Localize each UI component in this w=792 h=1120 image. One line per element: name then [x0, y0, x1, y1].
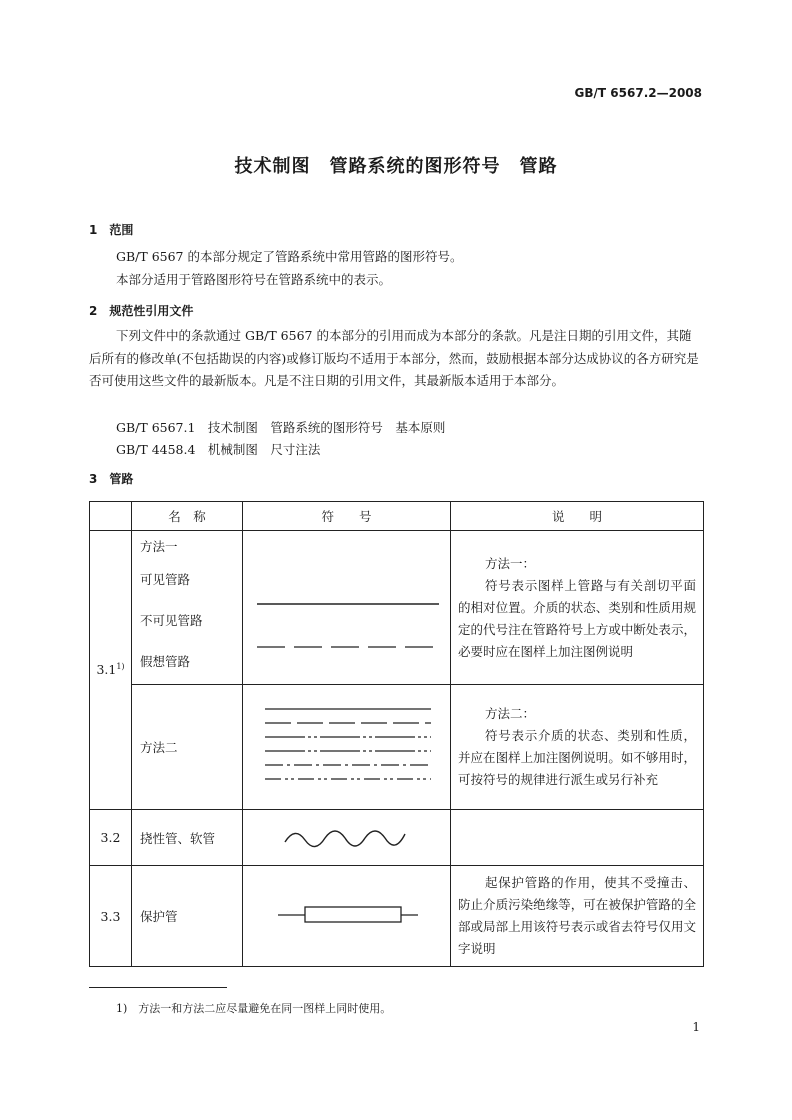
- row-number-3-2: 3.2: [90, 810, 132, 866]
- section-3-heading: 3 管路: [89, 472, 134, 486]
- method-1-symbol-graphic: [243, 531, 451, 681]
- reference-2: GB/T 4458.4 机械制图 尺寸注法: [116, 442, 321, 457]
- row-number-3-1-text: 3.1: [96, 662, 117, 678]
- footnote-ref: 1): [116, 662, 125, 672]
- section-1-para-1: GB/T 6567 的本部分规定了管路系统中常用管路的图形符号。: [116, 249, 463, 264]
- header-symbol: 符 号: [243, 502, 451, 531]
- pipe-symbol-table: [89, 501, 704, 967]
- table-row-3-1-method-2: [90, 685, 704, 810]
- method-1-desc-text: 符号表示图样上管路与有关剖切平面的相对位置。介质的状态、类别和性质用规定的代号注在管路符号上方或中断处表示，必要时应在图样上加注图例说明: [458, 577, 696, 659]
- page-number: 1: [692, 1020, 700, 1034]
- row-number-3-1: [90, 531, 132, 810]
- method-1-title: 方法一: [140, 539, 178, 554]
- phantom-pipe-name: 假想管路: [140, 654, 191, 669]
- table-row-3-1-method-1: [90, 531, 704, 685]
- method-2-description: [451, 685, 704, 810]
- method-2-desc-title: 方法二：: [485, 706, 536, 721]
- table-row-3-2: [90, 810, 704, 866]
- header-description: 说 明: [451, 502, 704, 531]
- section-2-heading: 2 规范性引用文件: [89, 304, 194, 318]
- method-1-names: [132, 531, 243, 685]
- protective-pipe-name: 保护管: [132, 866, 243, 967]
- table-row-3-3: [90, 866, 704, 967]
- section-2-para-1: 下列文件中的条款通过 GB/T 6567 的本部分的引用而成为本部分的条款。凡是注日期的引用文件，其随后所有的修改单(不包括勘误的内容)或修订版均不适用于本部分，然而，鼓励根据本部分达成协议的各方研究是否可使用这些文件的最新版本。凡是不注日期的引用文件，其最新版本适用于本部分。: [89, 328, 699, 388]
- footnote-mark: 1): [116, 1002, 128, 1015]
- protective-pipe-description: [451, 866, 704, 967]
- method-1-symbols: [243, 531, 451, 685]
- flexible-pipe-symbol-cell: [243, 810, 451, 866]
- flexible-pipe-description: [451, 810, 704, 866]
- invisible-pipe-name: 不可见管路: [140, 613, 203, 628]
- section-1-heading: 1 范围: [89, 223, 134, 237]
- section-1-para-2: 本部分适用于管路图形符号在管路系统中的表示。: [116, 272, 392, 287]
- flexible-pipe-name: 挠性管、软管: [132, 810, 243, 866]
- page-title: 技术制图 管路系统的图形符号 管路: [234, 156, 558, 177]
- method-1-description: [451, 531, 704, 685]
- protective-pipe-symbol: [243, 895, 451, 935]
- footnote-rule: [89, 987, 227, 988]
- footnote: [116, 1000, 391, 1016]
- method-2-symbol-graphic: [243, 686, 451, 806]
- row-number-3-3: 3.3: [90, 866, 132, 967]
- method-2-symbols: [243, 685, 451, 810]
- standard-number: GB/T 6567.2—2008: [574, 86, 702, 100]
- header-name: 名 称: [132, 502, 243, 531]
- protective-pipe-symbol-cell: [243, 866, 451, 967]
- footnote-text: 方法一和方法二应尽量避免在同一图样上同时使用。: [138, 1002, 392, 1015]
- header-number: [90, 502, 132, 531]
- method-2-desc-text: 符号表示介质的状态、类别和性质，并应在图样上加注图例说明。如不够用时，可按符号的规律进行派生或另行补充: [458, 728, 696, 787]
- method-2-name: 方法二: [132, 685, 243, 810]
- protective-pipe-desc-text: 起保护管路的作用，使其不受撞击、防止介质污染绝缘等，可在被保护管路的全部或局部上用该符号表示或省去符号仅用文字说明: [458, 875, 696, 956]
- visible-pipe-name: 可见管路: [140, 572, 191, 587]
- method-1-desc-title: 方法一：: [485, 555, 536, 571]
- reference-1: GB/T 6567.1 技术制图 管路系统的图形符号 基本原则: [116, 420, 446, 435]
- flexible-pipe-symbol: [243, 816, 451, 856]
- table-header-row: [90, 502, 704, 531]
